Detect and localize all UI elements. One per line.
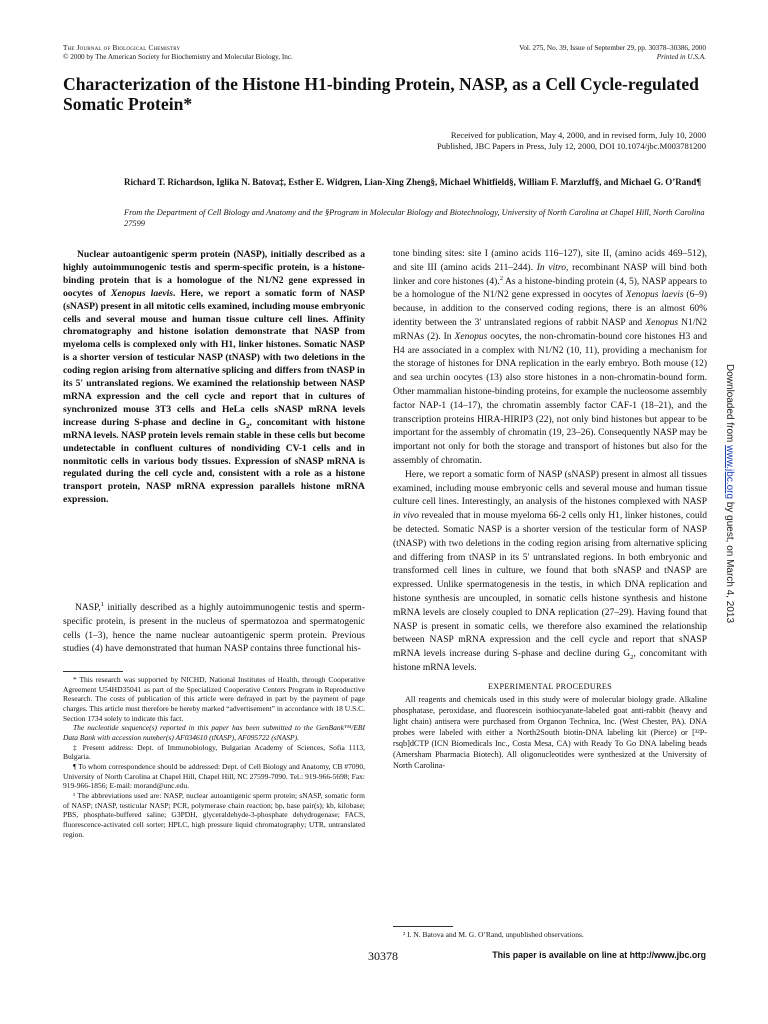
- published-line: Published, JBC Papers in Press, July 12, 2000, DOI 10.1074/jbc.M003781200: [436, 141, 706, 151]
- sidebar-prefix: Downloaded from: [724, 364, 735, 446]
- printed-line: Printed in U.S.A.: [656, 53, 706, 61]
- methods-paragraph: All reagents and chemicals used in this study were of molecular biology grade. Alkaline phosphatase, peroxidase, and fluorescein isothiocyanate-labeled goat anti-rabbit (heavy and light chain) antisera were purchased from Organon Technica, Inc. (West Chester, PA). DNA probes were labeled with either a North2South biotin-DNA labeling kit (Pierce) or [³²P-rsqb]dCTP (ICN Biomedicals Inc., Costa Mesa, CA) with Ready To Go DNA labeling beads (Amersham Pharmacia Biotech). All oligonucleotides were synthesized at the University of North Carolina-: [393, 694, 707, 771]
- rc-italic: In vitro: [536, 262, 566, 273]
- footnotes-left: [63, 675, 365, 839]
- rc-text: As a histone-binding protein (4, 5), NASP appears to be a homologue of the N1/N2 gene expressed in oocytes of: [393, 276, 707, 301]
- author-list: Richard T. Richardson, Iglika N. Batova‡, Esther E. Widgren, Lian-Xing Zheng§, Michael Whitfield§, William F. Marzluff§, and Michael G. O’Rand¶: [124, 177, 702, 187]
- abstract-part-1: Nuclear autoantigenic sperm protein (NASP), initially described as a highly autoimmunogenic testis and sperm-specific protein, is a histone-binding protein that is a homologue of the N1/N2 gene expressed in oocytes of: [63, 249, 365, 299]
- page-number: 30378: [368, 949, 398, 963]
- rc-text: oocytes, the non-chromatin-bound core histones H3 and H4 are associated in a complex with N1/N2 (10, 11), providing a mechanism for the storage of histones for DNA replication in the early embryo. Both mouse (12) and sea urchin oocytes (13) also store histones in a non-chromatin-bound form. Other mammalian histone-binding proteins, for example the nucleosome assembly factor NAP-1 (14–17), the chromatin assembly factor CAF-1 (18–21), and the transcription proteins HIRA-HIRIP3 (22), not only bind histones but appear to be important for the assembly of chromatin (19, 23–26). Consequently NASP may be important not only for both the storage and transport of histones but also for the assembly of chromatin.: [393, 331, 707, 466]
- issue-header: [519, 44, 706, 62]
- abstract-species: Xenopus laevis: [110, 287, 174, 299]
- rc-italic: Xenopus laevis: [625, 290, 684, 301]
- rc-text: Here, we report a somatic form of NASP (sNASP) present in almost all tissues examined, including mouse embryonic cells and several mouse and human tissue culture cell lines. Interestingly, an analysis of the histones complexed with NASP: [393, 469, 707, 508]
- rc-text: tone binding sites: site I (amino acids 116–127), site II, (amino acids 469–512), and site III (amino acids 211–244).: [393, 249, 707, 273]
- abstract-g2-subscript: 2: [246, 422, 250, 430]
- intro-text-a: NASP,: [75, 603, 101, 613]
- footnote-ref-2[interactable]: 2: [499, 274, 504, 282]
- abstract-part-3: , concomitant with histone mRNA levels. NASP protein levels remain stable in these cells but become undetectable in confluent cultures of nondividing CV-1 cells and in nonmitotic cells in various body tissues. Expression of sNASP mRNA is regulated during the cell cycle and, consistent with a role as a histone transport protein, NASP mRNA expression parallels histone mRNA expression.: [63, 416, 365, 506]
- footnote-unpublished: ² I. N. Batova and M. G. O’Rand, unpublished observations.: [403, 930, 584, 939]
- rc-text: , concomitant with histone mRNA levels.: [393, 649, 707, 673]
- intro-text-b: initially described as a highly autoimmunogenic testis and sperm-specific protein, is present in the nucleus of spermatozoa and spermatogenic cells (1–3), hence the name nuclear autoantigenic sperm protein. Previous studies (4) have demonstrated that human NASP contains three functional his-: [63, 603, 365, 655]
- footnote-genbank: [63, 723, 365, 742]
- download-sidebar: [721, 364, 735, 744]
- rc-italic: in vivo: [393, 511, 419, 522]
- jbc-link[interactable]: www.jbc.org: [724, 445, 735, 500]
- received-line: Received for publication, May 4, 2000, and in revised form, July 10, 2000: [450, 130, 706, 140]
- right-paragraph-1: [393, 248, 707, 469]
- volume-line: Vol. 275, No. 39, Issue of September 29, pp. 30378–30386, 2000: [519, 44, 706, 52]
- online-availability-note: This paper is available on line at http://www.jbc.org: [492, 950, 706, 960]
- rc-g2-subscript: 2: [630, 654, 634, 661]
- section-heading: EXPERIMENTAL PROCEDURES: [488, 681, 612, 691]
- copyright-line: © 2000 by The American Society for Biochemistry and Molecular Biology, Inc.: [63, 53, 293, 61]
- footnote-genbank-text: The nucleotide sequence(s) reported in this paper has been submitted to the GenBank™/EBI Data Bank with accession number(s) AF034610 (tNASP), AF095722 (sNASP).: [63, 723, 365, 742]
- footnote-ref-1[interactable]: 1: [100, 600, 104, 608]
- article-title: Characterization of the Histone H1-binding Protein, NASP, as a Cell Cycle-regulated Somatic Protein*: [63, 74, 699, 114]
- rc-italic: Xenopus: [645, 317, 679, 328]
- footnote-address: ‡ Present address: Dept. of Immunobiology, Bulgarian Academy of Sciences, Sofia 1113, Bulgaria.: [63, 742, 365, 762]
- footnote-divider-right: [393, 926, 453, 927]
- right-column: [393, 248, 707, 771]
- journal-header: [63, 44, 293, 62]
- affiliation: From the Department of Cell Biology and Anatomy and the §Program in Molecular Biology and Biotechnology, University of North Carolina at Chapel Hill, North Carolina 27599: [124, 208, 705, 228]
- rc-text: , recombinant NASP will bind both linker and core histones (4).: [393, 262, 707, 287]
- abstract: [63, 249, 365, 507]
- abstract-part-2: . Here, we report a somatic form of NASP (sNASP) present in all mitotic cells examined, including mouse embryonic cells and several mouse and human tissue culture cell lines. Affinity chromatography and histone isolation demonstrate that NASP from myeloma cells is complexed only with H1, linker histones. Somatic NASP is a shorter version of testicular NASP (tNASP) with two deletions in the coding region arising from alternative splicing and differs from tNASP in its 5′ untranslated regions. We examined the relationship between NASP mRNA expression and the cell cycle and report that in cultures of synchronized mouse 3T3 cells and HeLa cells sNASP mRNA levels increase during S-phase and decline in G: [63, 287, 366, 428]
- sidebar-suffix: by guest, on March 4, 2013: [724, 499, 735, 624]
- rc-text: N1/N2 mRNAs (2). In: [393, 317, 707, 342]
- footnote-divider: [63, 671, 123, 672]
- intro-paragraph: [63, 602, 365, 657]
- rc-italic: Xenopus: [454, 331, 488, 342]
- footnote-correspondence: ¶ To whom correspondence should be addressed: Dept. of Cell Biology and Anatomy, CB #7090, University of North Carolina at Chapel Hill, Chapel Hill, NC 27599-7090. Tel.: 919-966-5698; Fax: 919-966-1856; E-mail: morand@unc.edu.: [63, 761, 365, 791]
- rc-text: (6–9) because, in addition to the conserved coding regions, there is an almost 60% identity between the 3′ untranslated regions of rabbit NASP and: [393, 290, 707, 328]
- footnote-abbreviations: ¹ The abbreviations used are: NASP, nuclear autoantigenic sperm protein; sNASP, somatic form of NASP; tNASP, testicular NASP; PCR, polymerase chain reaction; bp, base pair(s); kb, kilobase; PBS, phosphate-buffered saline; G3PDH, glyceraldehyde-3-phosphate dehydrogenase; FACS, fluorescence-activated cell sorter; HPLC, high pressure liquid chromatography; UTR, untranslated region.: [63, 790, 365, 839]
- received-dates: [206, 130, 706, 152]
- right-paragraph-2: [393, 469, 707, 676]
- footnote-funding: * This research was supported by NICHD, National Institutes of Health, through Cooperative Agreement U54HD35041 as part of the Specialized Cooperative Centers Program in Reproductive Research. The costs of publication of this article were defrayed in part by the payment of page charges. This article must therefore be hereby marked “advertisement” in accordance with 18 U.S.C. Section 1734 solely to indicate this fact.: [63, 675, 365, 723]
- rc-text: revealed that in mouse myeloma 66-2 cells only H1, linker histones, could be detected. Somatic NASP is a shorter version of the testicular form of NASP (tNASP) with two deletions in the coding region arising from alternative splicing and differing from tNASP in its 5′ untranslated regions. In both embryonic and transformed cell lines in culture, we found that both sNASP and tNASP are expressed. Unlike spermatogenesis in the testis, in which DNA replication and histone synthesis are uncoupled, in somatic cells histone synthesis and histone mRNA levels are closely coupled to DNA replication (27–29). Having found that NASP is present in somatic cells, we therefore also examined the relationship between NASP mRNA expression and the cell cycle and report that sNASP mRNA levels increase during S-phase and decline during G: [393, 511, 707, 660]
- journal-name: The Journal of Biological Chemistry: [63, 44, 181, 52]
